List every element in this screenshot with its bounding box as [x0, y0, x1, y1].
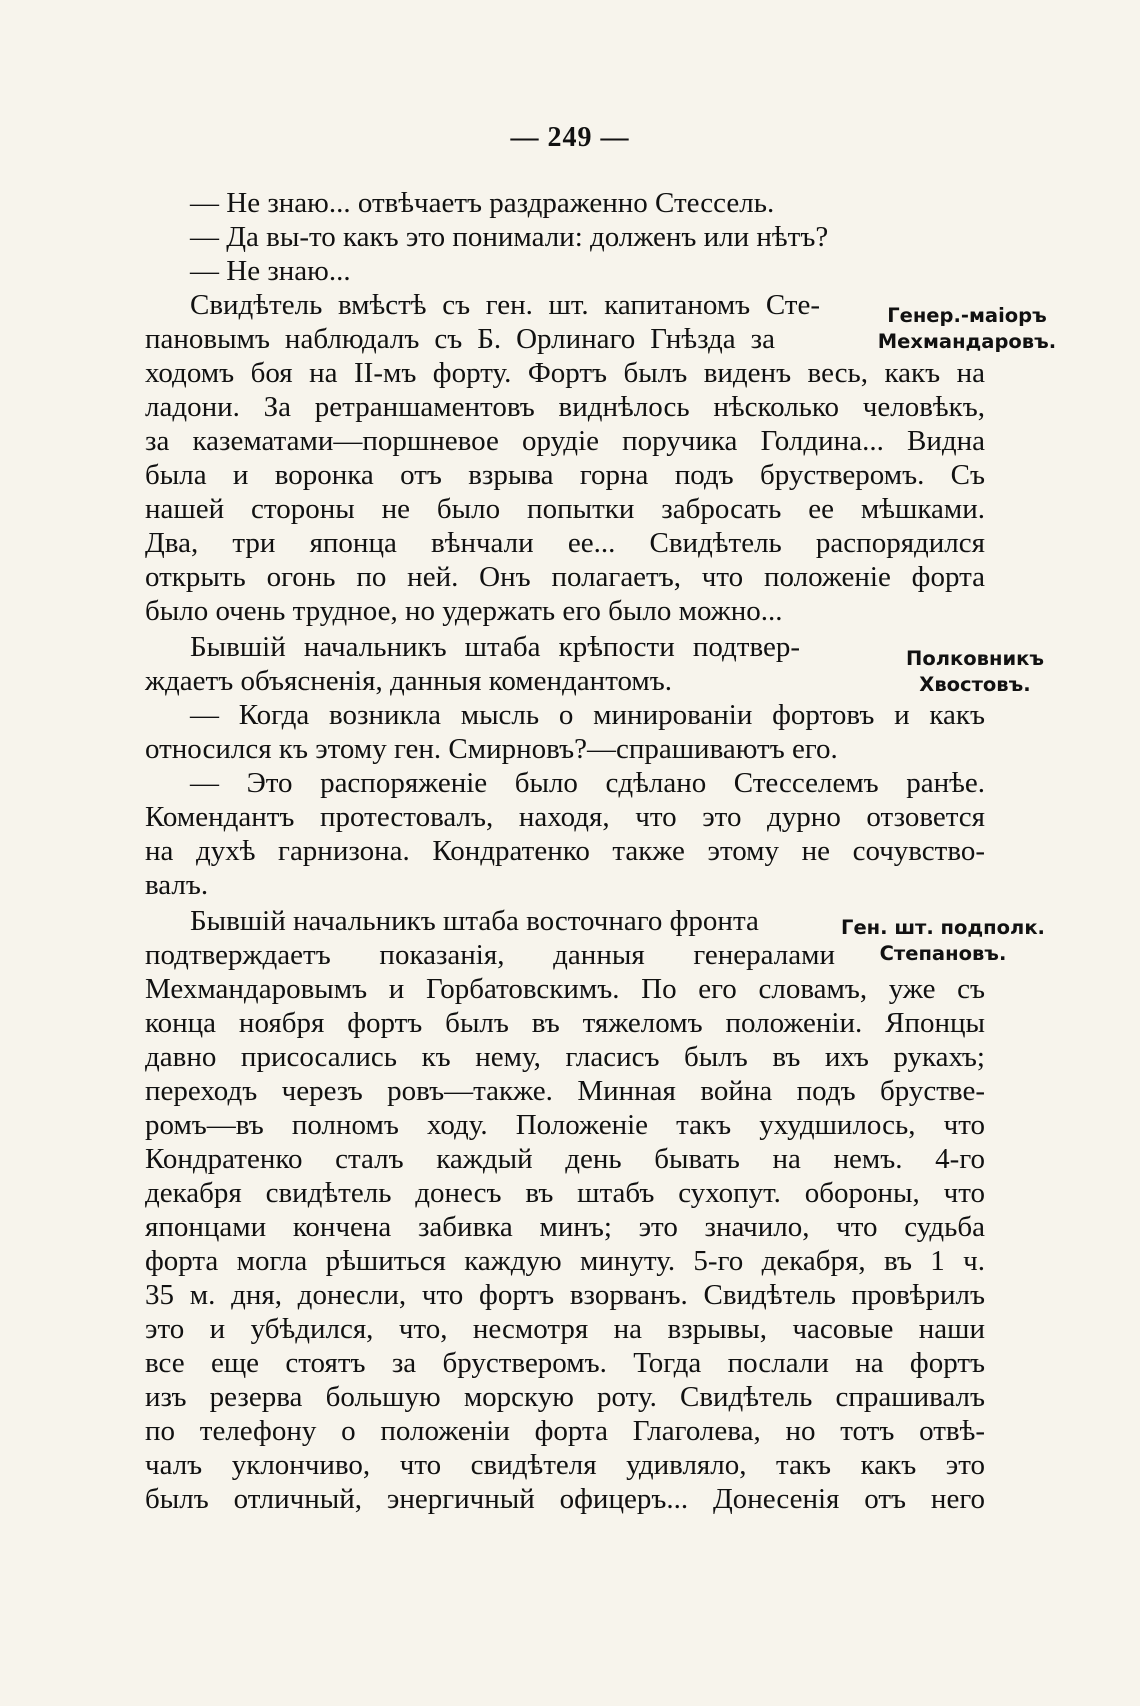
margin-note-title: Генер.-маіоръ [887, 304, 1047, 327]
main-text [145, 186, 985, 1516]
text-line: Мехмандаровымъ и Горбатовскимъ. По его словамъ, уже съ [145, 973, 985, 1005]
text-line: ладони. За ретраншаментовъ виднѣлось нѣсколько человѣкъ, [145, 391, 985, 423]
text-line: чалъ уклончиво, что свидѣтеля удивляло, такъ какъ это [145, 1449, 985, 1481]
margin-note-name: Мехмандаровъ. [877, 330, 1057, 353]
text-line: — Да вы-то какъ это понимали: долженъ или нѣтъ? [190, 221, 829, 253]
text-line: ходомъ боя на II-мъ форту. Фортъ былъ виденъ весь, какъ на [145, 357, 985, 389]
text-line: по телефону о положеніи форта Глаголева, но тотъ отвѣ- [145, 1415, 985, 1447]
margin-note-mekhmandarov [872, 303, 1062, 355]
page-number: — 249 — [510, 122, 630, 153]
text-line: Кондратенко сталъ каждый день бывать на немъ. 4-го [145, 1143, 985, 1175]
margin-note-name: Хвостовъ. [919, 673, 1031, 696]
text-line: изъ резерва большую морскую роту. Свидѣтель спрашивалъ [145, 1381, 985, 1413]
text-line: все еще стоятъ за брустверомъ. Тогда послали на фортъ [145, 1347, 985, 1379]
text-line: — Это распоряженіе было сдѣлано Стесселемъ ранѣе. [190, 767, 985, 799]
text-line: относился къ этому ген. Смирновъ?—спрашиваютъ его. [145, 733, 838, 765]
text-line: пановымъ наблюдалъ съ Б. Орлинаго Гнѣзда за [145, 323, 775, 355]
text-line: конца ноября фортъ былъ въ тяжеломъ положеніи. Японцы [145, 1007, 985, 1039]
text-line: форта могла рѣшиться каждую минуту. 5-го декабря, въ 1 ч. [145, 1245, 985, 1277]
text-line: Комендантъ протестовалъ, находя, что это дурно отзовется [145, 801, 985, 833]
text-line: это и убѣдился, что, несмотря на взрывы, часовые наши [145, 1313, 985, 1345]
margin-note-stepanov [838, 915, 1048, 967]
text-line: за казематами—поршневое орудіе поручика Голдина... Видна [145, 425, 985, 457]
text-line: ромъ—въ полномъ ходу. Положеніе такъ ухудшилось, что [145, 1109, 985, 1141]
text-line: нашей стороны не было попытки забросать ее мѣшками. [145, 493, 985, 525]
text-line: — Когда возникла мысль о минированіи фортовъ и какъ [190, 699, 985, 731]
text-line: декабря свидѣтель донесъ въ штабъ сухопут. обороны, что [145, 1177, 985, 1209]
text-line: былъ отличный, энергичный офицеръ... Донесенія отъ него [145, 1483, 985, 1515]
text-line: японцами кончена забивка минъ; это значило, что судьба [145, 1211, 985, 1243]
margin-note-title: Ген. шт. подполк. [841, 916, 1045, 939]
text-line: Свидѣтель вмѣстѣ съ ген. шт. капитаномъ Сте- [190, 289, 820, 321]
text-line: было очень трудное, но удержать его было можно... [145, 595, 783, 627]
text-line: Два, три японца вѣнчали ее... Свидѣтель распорядился [145, 527, 985, 559]
text-line: Бывшій начальникъ штаба крѣпости подтвер- [190, 631, 800, 663]
text-line: Бывшій начальникъ штаба восточнаго фронта [190, 905, 759, 937]
text-line: подтверждаетъ показанія, данныя генералами [145, 939, 835, 971]
margin-note-khvostov [905, 646, 1045, 698]
text-line: валъ. [145, 869, 209, 901]
text-line: — Не знаю... отвѣчаетъ раздраженно Стессель. [190, 187, 775, 219]
text-line: переходъ черезъ ровъ—также. Минная война подъ брустве- [145, 1075, 985, 1107]
text-line: давно присосались къ нему, гласисъ былъ въ ихъ рукахъ; [145, 1041, 985, 1073]
text-line: 35 м. дня, донесли, что фортъ взорванъ. Свидѣтель провѣрилъ [145, 1279, 985, 1311]
text-line: ждаетъ объясненія, данныя комендантомъ. [145, 665, 673, 697]
margin-note-title: Полковникъ [906, 647, 1044, 670]
text-line: — Не знаю... [190, 255, 351, 287]
margin-note-name: Степановъ. [879, 942, 1007, 965]
text-line: на духѣ гарнизона. Кондратенко также этому не сочувство- [145, 835, 985, 867]
text-line: открыть огонь по ней. Онъ полагаетъ, что положеніе форта [145, 561, 985, 593]
text-line: была и воронка отъ взрыва горна подъ брустверомъ. Съ [145, 459, 985, 491]
